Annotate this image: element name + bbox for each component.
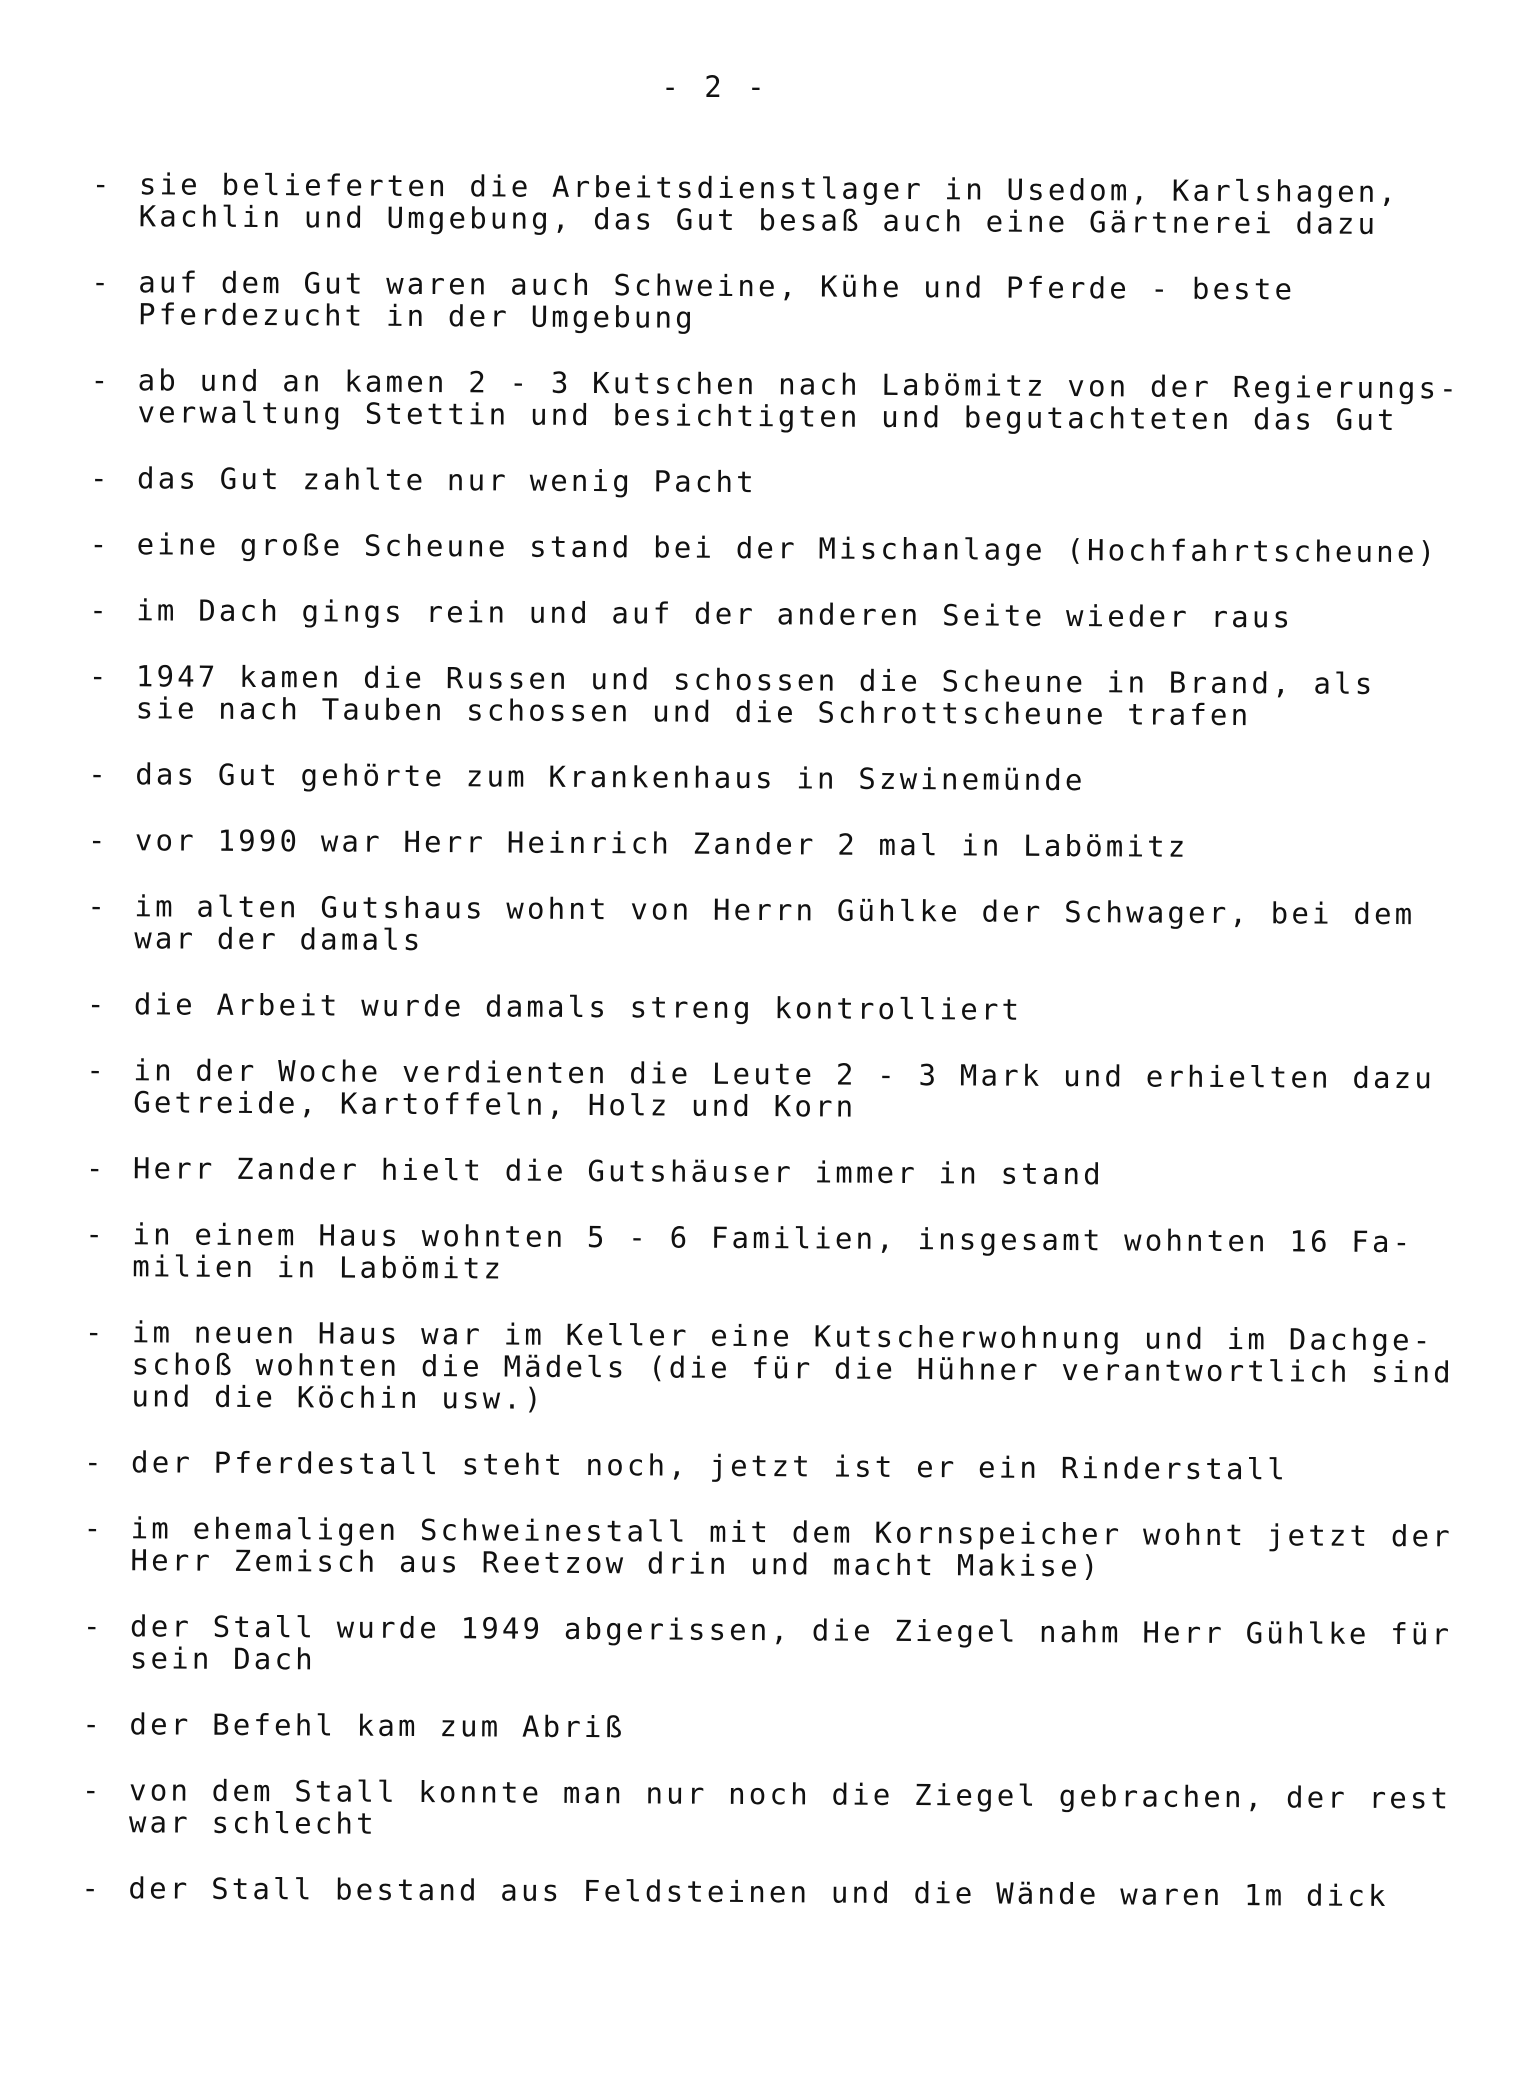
- bullet-dash: -: [83, 1444, 105, 1480]
- item-line: sie belieferten die Arbeitsdienstlager in Usedom, Karlshagen,: [138, 167, 1400, 209]
- item-text: [131, 1446, 1288, 1485]
- bullet-dash: -: [84, 1314, 106, 1350]
- item-text: [134, 988, 1023, 1025]
- item-line: in einem Haus wohnten 5 - 6 Familien, insgesamt wohnten 16 Fa-: [132, 1217, 1414, 1260]
- item-text: [129, 1708, 625, 1743]
- item-text: [135, 824, 1189, 862]
- item-text: [136, 660, 1376, 732]
- bullet-dash: -: [89, 592, 111, 628]
- list-item: [92, 168, 1452, 240]
- item-text: [131, 1316, 1454, 1420]
- item-line: Herr Zander hielt die Gutshäuser immer in stand: [132, 1151, 1104, 1192]
- item-line: war der damals: [134, 921, 424, 958]
- bullet-dash: -: [91, 264, 113, 300]
- list-item: [87, 890, 1447, 962]
- item-text: [135, 758, 1086, 796]
- list-item: [85, 1218, 1445, 1290]
- list-item: [82, 1608, 1453, 1682]
- item-line: die Arbeit wurde damals streng kontrolliert: [133, 987, 1023, 1027]
- item-line: Getreide, Kartoffeln, Holz und Korn: [133, 1085, 857, 1124]
- bullet-dash: -: [91, 167, 113, 202]
- item-text: [133, 1054, 1435, 1126]
- item-line: 1947 kamen die Russen und schossen die Scheune in Brand, als: [135, 659, 1376, 701]
- bullet-dash: -: [85, 1150, 107, 1186]
- page-number: - 2 -: [661, 70, 769, 104]
- item-line: im neuen Haus war im Keller eine Kutscherwohnung und im Dachge-: [131, 1315, 1434, 1358]
- bullet-dash: -: [86, 986, 108, 1022]
- item-line: verwaltung Stettin und besichtigten und begutachteten das Gut: [137, 395, 1398, 437]
- item-text: [132, 1218, 1413, 1290]
- bullet-dash: -: [81, 1772, 103, 1808]
- item-line: eine große Scheune stand bei der Mischanlage (Hochfahrtscheune): [136, 527, 1439, 570]
- item-line: in der Woche verdienten die Leute 2 - 3 Mark und erhielten dazu: [133, 1053, 1436, 1096]
- item-text: [130, 1512, 1453, 1584]
- bullet-dash: -: [82, 1608, 104, 1644]
- list-item: [88, 758, 1448, 798]
- item-line: milien in Labömitz: [132, 1249, 505, 1286]
- list-item: [81, 1872, 1441, 1912]
- list-item: [87, 988, 1447, 1028]
- list-item: [84, 1314, 1454, 1420]
- bullet-dash: -: [86, 1052, 108, 1088]
- item-text: [133, 1152, 1104, 1190]
- item-text: [139, 168, 1400, 240]
- item-line: war schlecht: [128, 1805, 377, 1841]
- bullet-dash: -: [82, 1706, 104, 1742]
- bullet-dash: -: [81, 1870, 103, 1906]
- bullet-dash: -: [90, 362, 112, 398]
- item-line: der Pferdestall steht noch, jetzt ist er ein Rinderstall: [130, 1445, 1289, 1487]
- list-item: [90, 362, 1461, 437]
- list-item: [90, 528, 1450, 568]
- item-line: Kachlin und Umgebung, das Gut besaß auch eine Gärtnerei dazu: [138, 199, 1379, 241]
- item-line: von dem Stall konnte man nur noch die Ziegel gebrachen, der rest: [128, 1773, 1452, 1816]
- bullet-dash: -: [90, 460, 111, 496]
- bullet-dash: -: [89, 526, 111, 562]
- item-line: der Stall bestand aus Feldsteinen und die Wände waren 1m dick: [128, 1871, 1389, 1913]
- list-item: [89, 660, 1449, 732]
- item-text: [128, 1872, 1388, 1912]
- item-line: ab und an kamen 2 - 3 Kutschen nach Labömitz von der Regierungs-: [137, 363, 1461, 406]
- item-text: [137, 528, 1439, 568]
- item-line: der Stall wurde 1949 abgerissen, die Ziegel nahm Herr Gühlke für: [129, 1609, 1453, 1652]
- item-text: [130, 1610, 1453, 1682]
- list-item: [82, 1708, 1442, 1748]
- bullet-dash: -: [83, 1510, 105, 1546]
- notes-list: [81, 167, 1461, 1946]
- item-text: [129, 1774, 1452, 1846]
- item-line: Herr Zemisch aus Reetzow drin und macht Makise): [130, 1543, 1102, 1584]
- item-line: der Befehl kam zum Abriß: [129, 1707, 626, 1745]
- list-item: [83, 1510, 1453, 1584]
- bullet-dash: -: [85, 1216, 107, 1252]
- item-line: auf dem Gut waren auch Schweine, Kühe und Pferde - beste: [138, 265, 1296, 307]
- item-line: das Gut gehörte zum Krankenhaus in Szwinemünde: [135, 757, 1086, 798]
- list-item: [81, 1772, 1452, 1846]
- list-item: [89, 594, 1449, 634]
- bullet-dash: -: [87, 822, 109, 858]
- list-item: [90, 462, 1450, 502]
- item-text: [137, 364, 1460, 436]
- list-item: [84, 1446, 1444, 1486]
- item-line: schoß wohnten die Mädels (die für die Hühner verantwortlich sind: [131, 1347, 1454, 1390]
- item-text: [134, 890, 1415, 962]
- list-item: [88, 824, 1448, 864]
- item-line: sein Dach: [129, 1641, 316, 1677]
- bullet-dash: -: [88, 756, 110, 792]
- item-line: vor 1990 war Herr Heinrich Zander 2 mal in Labömitz: [134, 823, 1189, 864]
- item-line: Pferdezucht in der Umgebung: [138, 297, 697, 335]
- item-line: im ehemaligen Schweinestall mit dem Kornspeicher wohnt jetzt der: [130, 1511, 1453, 1554]
- item-line: das Gut zahlte nur wenig Pacht: [137, 461, 757, 500]
- item-text: [137, 462, 757, 498]
- item-text: [138, 266, 1295, 337]
- item-line: und die Köchin usw.): [131, 1379, 545, 1416]
- bullet-dash: -: [88, 658, 110, 694]
- item-line: im Dach gings rein und auf der anderen Seite wieder raus: [136, 593, 1294, 635]
- list-item: [86, 1054, 1446, 1126]
- item-line: sie nach Tauben schossen und die Schrottscheune trafen: [135, 691, 1252, 733]
- list-item: [91, 266, 1451, 338]
- item-line: im alten Gutshaus wohnt von Herrn Gühlke der Schwager, bei dem: [134, 889, 1416, 932]
- list-item: [86, 1152, 1446, 1192]
- bullet-dash: -: [87, 888, 109, 924]
- item-text: [136, 594, 1293, 633]
